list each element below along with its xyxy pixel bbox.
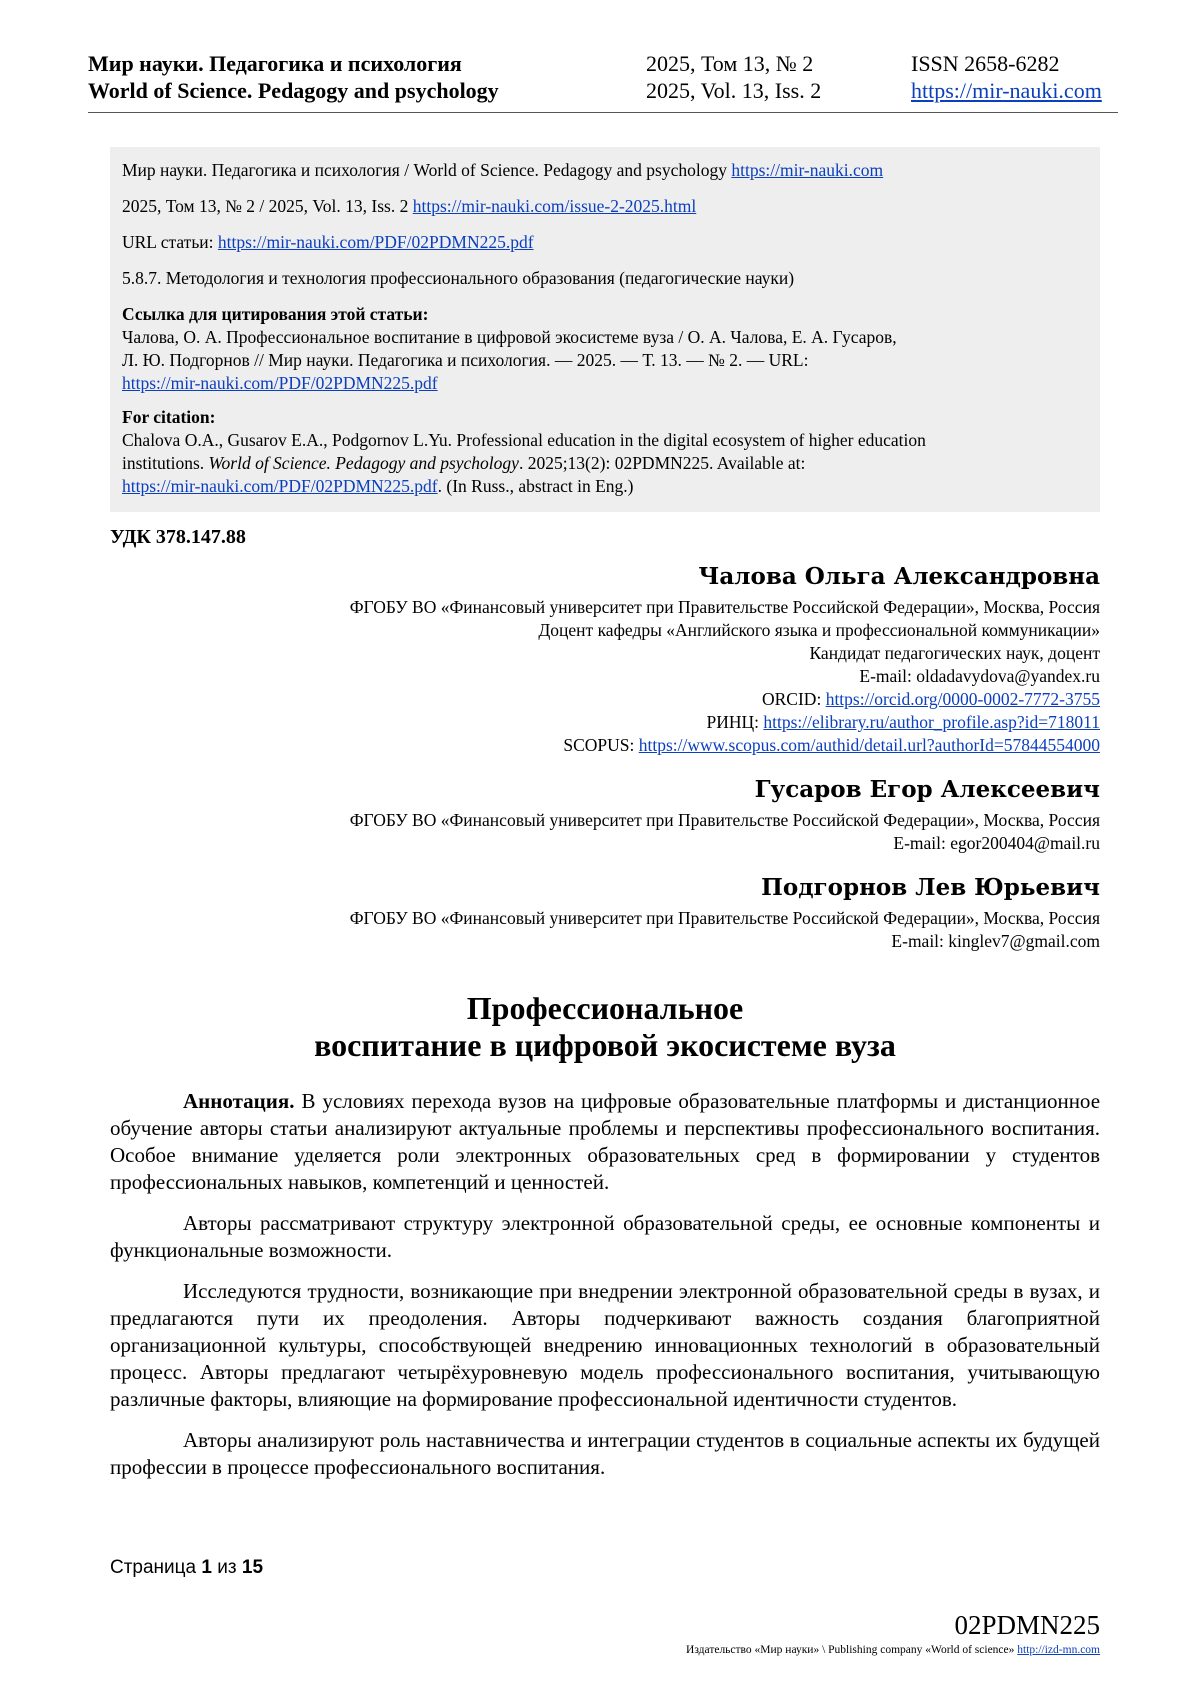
issue-line [122,195,1088,218]
page-word: Страница [110,1557,197,1578]
page-number [110,1557,263,1579]
author-affiliation: ФГОБУ ВО «Финансовый университет при Правительстве Российской Федерации», Москва, Россия [349,908,1100,928]
article-title-line-2: воспитание в цифровой экосистеме вуза [314,1027,896,1063]
abstract-paragraph-1 [110,1088,1100,1196]
journal-name-ru: Мир науки. Педагогика и психология [88,51,462,76]
citation-ru-url-link[interactable]: https://mir-nauki.com/PDF/02PDMN225.pdf [122,373,438,393]
citation-ru-line-1: Чалова, О. А. Профессиональное воспитание в цифровой экосистеме вуза / О. А. Чалова, Е. А. Гусаров, [122,327,897,347]
issn: ISSN 2658-6282 [911,51,1060,76]
page-total: 15 [241,1557,264,1578]
scopus-label: SCOPUS: [563,735,635,755]
article-url-link[interactable]: https://mir-nauki.com/PDF/02PDMN225.pdf [217,232,534,252]
citation-ru-line-2: Л. Ю. Подгорнов // Мир науки. Педагогика и психология. — 2025. — Т. 13. — № 2. — URL: [122,350,809,370]
journal-site-link[interactable]: https://mir-nauki.com [911,78,1102,103]
issue-ru: 2025, Том 13, № 2 [646,51,814,76]
author-affiliation: ФГОБУ ВО «Финансовый университет при Правительстве Российской Федерации», Москва, Россия [349,810,1100,830]
citation-en-line-1: Chalova O.A., Gusarov E.A., Podgornov L.Yu. Professional education in the digital ecosystem of higher education [122,430,926,450]
citation-box [110,147,1100,512]
citation-ru-label: Ссылка для цитирования этой статьи: [122,304,429,324]
author-gusarov [110,773,1100,855]
author-chalova [110,560,1100,757]
citation-en-label: For citation: [122,407,216,427]
orcid-link[interactable]: https://orcid.org/0000-0002-7772-3755 [825,689,1100,709]
citation-en-tail: . (In Russ., abstract in Eng.) [437,476,634,496]
journal-ids [911,50,1102,104]
page-current: 1 [201,1557,212,1578]
author-email: E-mail: oldadavydova@yandex.ru [859,666,1100,686]
author-degree: Кандидат педагогических наук, доцент [809,643,1100,663]
author-orcid [110,688,1100,711]
issue-url-link[interactable]: https://mir-nauki.com/issue-2-2025.html [412,196,697,216]
journal-url-link[interactable]: https://mir-nauki.com [731,160,884,180]
citation-en-journal: World of Science. Pedagogy and psychology [208,453,519,473]
journal-name-en: World of Science. Pedagogy and psychology [88,78,499,103]
citation-en-pre: institutions. [122,453,205,473]
journal-line [122,159,1088,182]
issue-info [646,50,821,104]
page-of: из [217,1557,237,1578]
abstract-paragraph-2: Авторы рассматривают структуру электронной образовательной среды, ее основные компоненты и функциональные возможности. [110,1211,1100,1262]
author-scopus [110,734,1100,757]
rinc-link[interactable]: https://elibrary.ru/author_profile.asp?id=718011 [763,712,1100,732]
publisher-name: Издательство «Мир науки» \ Publishing company «World of science» [686,1644,1015,1656]
abstract-label: Аннотация. [183,1089,295,1113]
abstract-paragraph-4: Авторы анализируют роль наставничества и интеграции студентов в социальные аспекты их будущей профессии в процессе профессионального воспитания. [110,1428,1100,1479]
rinc-label: РИНЦ: [706,712,759,732]
article-url-label: URL статьи: [122,232,214,252]
author-email: E-mail: egor200404@mail.ru [893,833,1100,853]
author-name: Подгорнов Лев Юрьевич [761,874,1100,901]
running-header [88,50,1118,113]
author-podgornov [110,871,1100,953]
issue-line-text: 2025, Том 13, № 2 / 2025, Vol. 13, Iss. 2 [122,196,409,216]
article-title-line-1: Профессиональное [466,990,744,1026]
article-url-line [122,231,1088,254]
specialty-line: 5.8.7. Методология и технология профессионального образования (педагогические науки) [122,268,795,288]
journal-name [88,50,499,104]
author-affiliation: ФГОБУ ВО «Финансовый университет при Правительстве Российской Федерации», Москва, Россия [349,597,1100,617]
author-name: Чалова Ольга Александровна [698,563,1100,590]
publisher-line [686,1644,1100,1656]
citation-en-line-2 [122,452,1088,475]
abstract-text-1: В условиях перехода вузов на цифровые образовательные платформы и дистанционное обучение авторы статьи анализируют актуальные проблемы и перспективы профессионального воспитания. Особое внимание уделяется роли электронных образовательных сред в формировании у студентов профессиональных навыков, компетенций и ценностей. [110,1089,1101,1194]
abstract [110,1088,1100,1495]
citation-ru [122,303,1088,395]
scopus-link[interactable]: https://www.scopus.com/authid/detail.url?authorId=57844554000 [638,735,1100,755]
citation-en [122,406,1088,498]
author-email: E-mail: kinglev7@gmail.com [891,931,1100,951]
abstract-paragraph-3: Исследуются трудности, возникающие при внедрении электронной образовательной среды в вузах, и предлагаются пути их преодоления. Авторы подчеркивают важность создания благоприятной организационной культуры, способствующей внедрению инновационных технологий в образовательный процесс. Авторы предлагают четырёхуровневую модель профессионального воспитания, учитывающую различные факторы, влияющие на формирование профессиональной идентичности студентов. [110,1279,1100,1411]
citation-en-post: . 2025;13(2): 02PDMN225. Available at: [518,453,806,473]
udk-code: УДК 378.147.88 [110,526,246,548]
orcid-label: ORCID: [762,689,822,709]
author-name: Гусаров Егор Алексеевич [754,776,1100,803]
authors-block [110,560,1100,969]
article-title [110,990,1100,1064]
journal-line-text: Мир науки. Педагогика и психология / World of Science. Pedagogy and psychology [122,160,727,180]
article-id: 02PDMN225 [954,1610,1100,1640]
author-rinc [110,711,1100,734]
author-position: Доцент кафедры «Английского языка и профессиональной коммуникации» [538,620,1100,640]
publisher-url-link[interactable]: http://izd-mn.com [1017,1644,1100,1656]
citation-en-url-link[interactable]: https://mir-nauki.com/PDF/02PDMN225.pdf [122,476,438,496]
citation-en-line-3 [122,475,1088,498]
issue-en: 2025, Vol. 13, Iss. 2 [646,78,822,103]
